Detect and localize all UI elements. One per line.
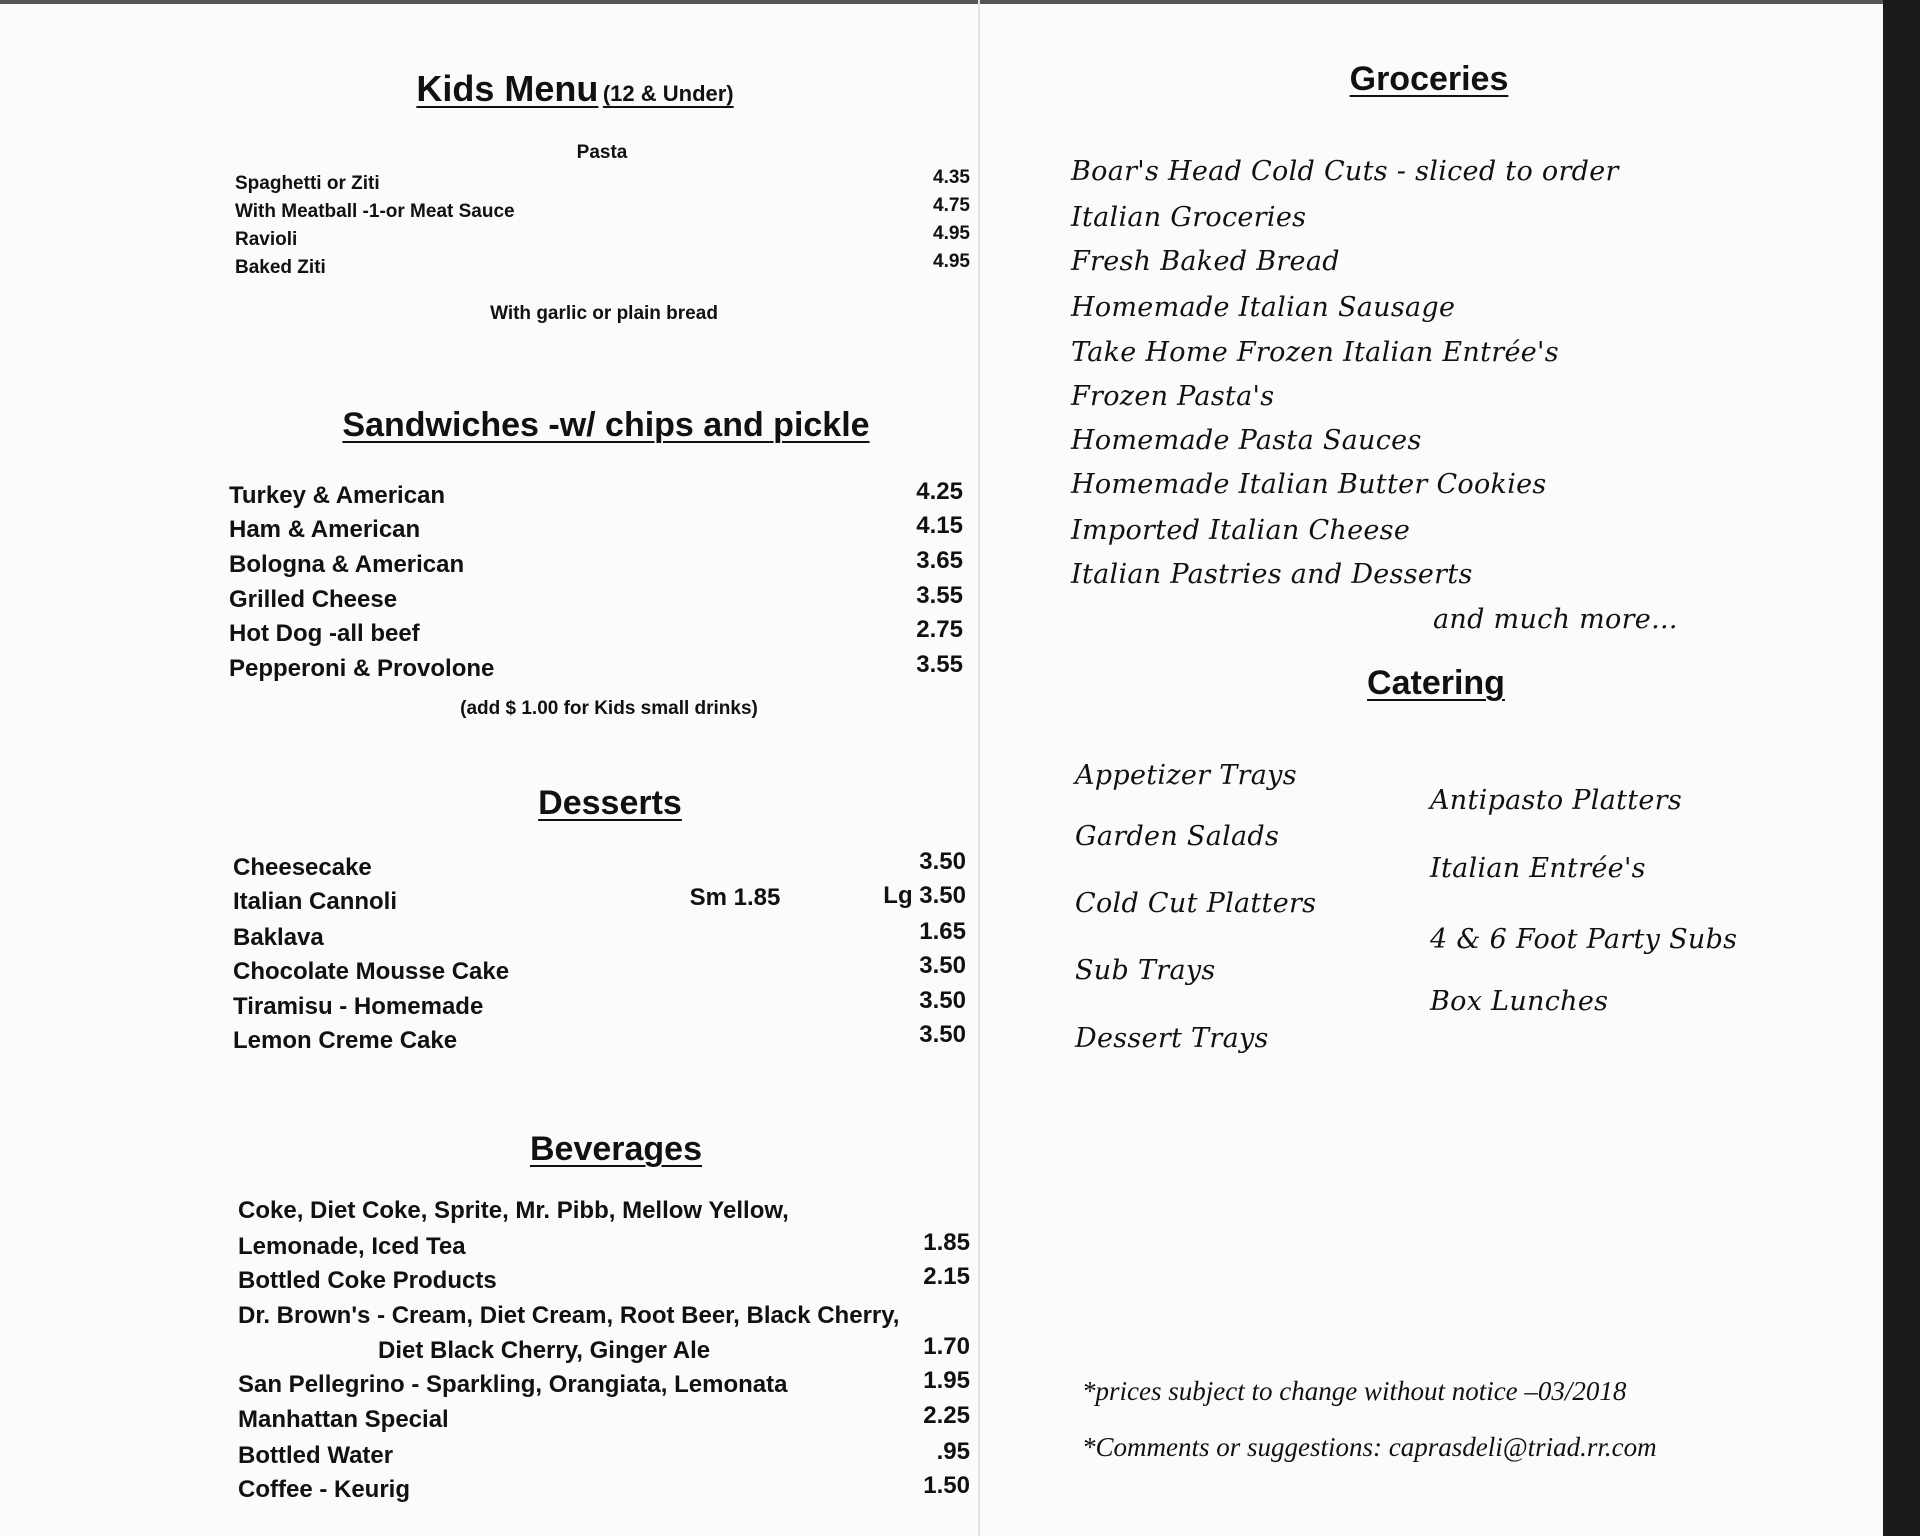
sandwich-item-price: 3.55 — [916, 582, 963, 609]
grocery-item: Fresh Baked Bread — [1071, 246, 1340, 277]
grocery-item: Frozen Pasta's — [1071, 381, 1275, 412]
sandwich-item-name: Bologna & American — [229, 551, 465, 578]
beverage-item-price: .95 — [936, 1438, 970, 1465]
dessert-item-small-price: Sm 1.85 — [689, 884, 781, 911]
dessert-item-price: Lg 3.50 — [883, 882, 966, 909]
grocery-item: Italian Pastries and Desserts — [1071, 559, 1473, 590]
beverage-item-price: 1.85 — [923, 1229, 970, 1256]
catering-item: Antipasto Platters — [1430, 785, 1683, 816]
beverage-item-name: Bottled Water — [238, 1442, 394, 1469]
beverage-item-price: 1.70 — [923, 1333, 970, 1360]
beverage-item-price: 2.15 — [923, 1263, 970, 1290]
kids-item-price: 4.75 — [933, 195, 970, 216]
dessert-item-price: 3.50 — [919, 987, 966, 1014]
dessert-item-name: Baklava — [233, 924, 324, 951]
beverage-item-name: Lemonade, Iced Tea — [238, 1233, 466, 1260]
page-fold — [978, 0, 980, 1536]
grocery-item: Imported Italian Cheese — [1071, 515, 1411, 546]
sandwich-item-name: Grilled Cheese — [229, 586, 398, 613]
dessert-item-price: 3.50 — [919, 1021, 966, 1048]
sandwich-item-price: 3.65 — [916, 547, 963, 574]
dessert-item-price: 3.50 — [919, 848, 966, 875]
desserts-title: Desserts — [538, 784, 682, 822]
catering-item: Sub Trays — [1075, 955, 1216, 986]
scan-edge-top — [0, 0, 1883, 4]
dessert-item-price: 3.50 — [919, 952, 966, 979]
sandwich-item-price: 4.25 — [916, 478, 963, 505]
comments-contact: *Comments or suggestions: caprasdeli@triad.rr.com — [1082, 1432, 1657, 1462]
dessert-item-name: Cheesecake — [233, 854, 372, 881]
sandwich-item-name: Turkey & American — [229, 482, 446, 509]
catering-item: 4 & 6 Foot Party Subs — [1430, 924, 1738, 955]
grocery-item: Italian Groceries — [1071, 202, 1307, 233]
pasta-label: Pasta — [576, 142, 628, 163]
catering-item: Garden Salads — [1075, 821, 1280, 852]
dessert-item-price: 1.65 — [919, 918, 966, 945]
kids-item-price: 4.95 — [933, 223, 970, 244]
dessert-item-name: Italian Cannoli — [233, 888, 398, 915]
catering-item: Dessert Trays — [1075, 1023, 1269, 1054]
beverage-item-price: 2.25 — [923, 1402, 970, 1429]
sandwich-item-price: 3.55 — [916, 651, 963, 678]
beverage-item-name: Manhattan Special — [238, 1406, 449, 1433]
kids-item-price: 4.35 — [933, 167, 970, 188]
catering-title: Catering — [1367, 664, 1505, 702]
beverage-item-name: San Pellegrino - Sparkling, Orangiata, Lemonata — [238, 1371, 788, 1398]
grocery-item: Take Home Frozen Italian Entrée's — [1071, 337, 1559, 368]
kids-bread-note: With garlic or plain bread — [490, 303, 718, 324]
sandwich-item-name: Ham & American — [229, 516, 421, 543]
catering-item: Cold Cut Platters — [1075, 888, 1317, 919]
prices-note: *prices subject to change without notice –03/2018 — [1082, 1376, 1627, 1406]
catering-item: Appetizer Trays — [1075, 760, 1297, 791]
groceries-more: and much more... — [1433, 604, 1678, 635]
beverage-item-name: Coke, Diet Coke, Sprite, Mr. Pibb, Mellow Yellow, — [238, 1197, 789, 1224]
catering-item: Italian Entrée's — [1430, 853, 1646, 884]
grocery-item: Homemade Italian Sausage — [1071, 292, 1456, 323]
dessert-item-name: Lemon Creme Cake — [233, 1027, 458, 1054]
kids-menu-title: Kids Menu — [416, 68, 599, 109]
sandwich-item-name: Hot Dog -all beef — [229, 620, 420, 647]
kids-menu-subtitle: (12 & Under) — [602, 81, 734, 106]
beverage-item-name: Dr. Brown's - Cream, Diet Cream, Root Beer, Black Cherry, — [238, 1302, 900, 1329]
sandwich-item-price: 2.75 — [916, 616, 963, 643]
catering-item: Box Lunches — [1430, 986, 1609, 1017]
grocery-item: Homemade Italian Butter Cookies — [1071, 469, 1547, 500]
kids-item-price: 4.95 — [933, 251, 970, 272]
beverages-title: Beverages — [529, 1130, 703, 1168]
dessert-item-name: Chocolate Mousse Cake — [233, 958, 510, 985]
beverage-item-name: Bottled Coke Products — [238, 1267, 497, 1294]
sandwich-item-name: Pepperoni & Provolone — [229, 655, 495, 682]
beverage-item-price: 1.50 — [923, 1472, 970, 1499]
sandwich-item-price: 4.15 — [916, 512, 963, 539]
kids-item-name: Ravioli — [235, 229, 298, 250]
groceries-title: Groceries — [1349, 60, 1509, 98]
scan-edge-right — [1883, 0, 1920, 1536]
kids-item-name: With Meatball -1-or Meat Sauce — [235, 201, 515, 222]
beverage-item-price: 1.95 — [923, 1367, 970, 1394]
kids-drinks-note: (add $ 1.00 for Kids small drinks) — [460, 698, 758, 719]
sandwiches-title: Sandwiches -w/ chips and pickle — [342, 406, 870, 444]
beverage-item-name: Coffee - Keurig — [238, 1476, 411, 1503]
kids-menu-heading — [416, 68, 733, 110]
beverage-item-name: Diet Black Cherry, Ginger Ale — [378, 1337, 711, 1364]
kids-item-name: Baked Ziti — [235, 257, 326, 278]
grocery-item: Homemade Pasta Sauces — [1071, 425, 1422, 456]
kids-item-name: Spaghetti or Ziti — [235, 173, 380, 194]
dessert-item-name: Tiramisu - Homemade — [233, 993, 484, 1020]
grocery-item: Boar's Head Cold Cuts - sliced to order — [1071, 156, 1619, 187]
